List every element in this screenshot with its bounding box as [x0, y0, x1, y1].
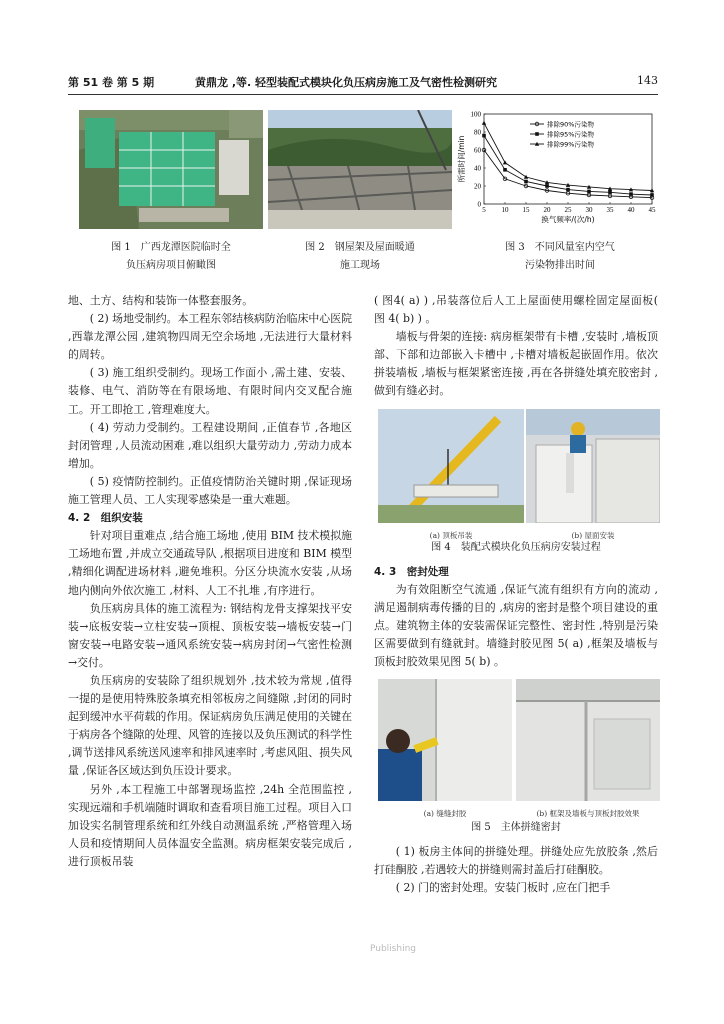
fig2-image	[268, 110, 452, 229]
series-3-point	[482, 121, 486, 125]
fig4-block	[374, 409, 658, 557]
fig5a-label: (a) 缝缝封胶	[423, 809, 467, 819]
fig2-caption-line1: 图 2 钢屋架及屋面暖通	[305, 242, 415, 253]
x-tick-label: 20	[543, 206, 551, 214]
series-2-point	[587, 190, 591, 194]
x-tick-label: 40	[627, 206, 635, 214]
fig5a-sealing-photo	[378, 679, 512, 801]
fig5-block	[374, 679, 658, 837]
fig1-caption-line1: 图 1 广西龙潭医院临时全	[111, 242, 231, 253]
publisher-watermark: Publishing	[370, 944, 416, 954]
fig2-roof-photo	[268, 110, 452, 229]
y-tick-label: 60	[474, 146, 481, 155]
right-paragraph-4: ( 2) 门的密封处理。安装门板时 ,应在门把手	[395, 881, 611, 895]
left-paragraph-2: ( 3) 施工组织受制约。现场工作面小 ,需土建、安装、装修、电气、消防等在有限场地、有限时间内交叉配合施工。开工即抢工 ,管理难度大。	[68, 366, 352, 416]
left-paragraph-1: ( 2) 场地受制约。本工程东邻结核病防治临床中心医院 ,西靠龙潭公园 ,建筑物四周无空余场地 ,无法进行大量材料的周转。	[68, 312, 352, 362]
y-tick-label: 40	[474, 164, 481, 173]
running-header	[68, 74, 658, 90]
legend-label-2: 排除95%污染物	[547, 130, 594, 139]
x-tick-label: 15	[522, 206, 530, 214]
left-paragraph-7: 负压病房的安装除了组织规划外 ,技术较为常规 ,值得一提的是使用特殊胶条填充相邻板房之间缝隙 ,封闭的同时起到缓冲水平荷载的作用。保证病房负压满足使用的关键在于病房各个缝隙的处理、风管的连接以及负压测试的科学性 ,调节送排风系统送风速率和排风速率时 ,考虑风阻、损失风量 ,保证各区域达到负压设计要求。	[68, 673, 352, 778]
legend-marker-2	[535, 132, 539, 136]
x-axis-label: 换气频率/(次/h)	[541, 215, 595, 224]
y-tick-label: 20	[474, 182, 481, 191]
article-running-title: 黄鼎龙 ,等. 轻型装配式模块化负压病房施工及气密性检测研究	[195, 76, 498, 89]
header-rule	[68, 94, 658, 95]
fig4b-label: (b) 屋面安装	[571, 530, 615, 540]
fig3-caption-line1: 图 3 不同风量室内空气	[505, 242, 615, 253]
right-paragraph-2: 为有效阻断空气流通 ,保证气流有组织有方向的流动 ,满足遏制病毒传播的目的 ,病房的密封是整个项目建设的重点。建筑物主体的安装需保证完整性、密封性 ,特别是污染区需要做到有缝就封。墙缝封胶见图 5( a) ,框架及墙板与顶板封胶效果见图 5( b) 。	[374, 582, 658, 669]
x-tick-label: 10	[501, 206, 509, 214]
right-paragraph-3: ( 1) 板房主体间的拼缝处理。拼缝处应先放胶条 ,然后打硅酮胶 ,若遇较大的拼缝则需封盖后打硅酮胶。	[374, 845, 658, 877]
right-paragraph-1: 墙板与骨架的连接: 病房框架带有卡槽 ,安装时 ,墙板顶部、下部和边部嵌入卡槽中 ,卡槽对墙板起嵌固作用。依次拼装墙板 ,墙板与框架紧密连接 ,再在各拼缝处填充胶密封 ,做到有缝必封。	[374, 330, 658, 398]
fig3-caption-line2: 污染物排出时间	[525, 260, 595, 271]
y-tick-label: 80	[474, 128, 481, 137]
series-2-point	[503, 168, 507, 172]
series-2-point	[608, 191, 612, 195]
x-tick-label: 5	[482, 206, 486, 214]
fig2-caption-line2: 施工现场	[340, 260, 380, 271]
series-3-point	[503, 160, 507, 164]
x-tick-label: 30	[585, 206, 593, 214]
fig5b-label: (b) 框架及墙板与顶板封胶效果	[536, 809, 640, 819]
left-paragraph-0: 地、土方、结构和装饰一体整套服务。	[68, 294, 254, 307]
journal-volume: 第 51 卷 第 5 期	[68, 76, 155, 89]
fig5b-sealing-effect-photo	[516, 679, 660, 801]
fig3-caption	[462, 239, 658, 275]
section-4-3-heading: 4. 3 密封处理	[374, 565, 449, 578]
fig2-caption	[268, 239, 452, 275]
left-paragraph-5: 针对项目重难点 ,结合施工场地 ,使用 BIM 技术模拟施工场地布置 ,并成立交通疏导队 ,根据项目进度和 BIM 模型 ,精细化调配进场材料 ,避免堆积。分区分块流水安装 ,从场地内侧向外依次施工 ,材料、人工不扎堆 ,有序进行。	[68, 529, 352, 597]
fig1-aerial-photo	[79, 110, 263, 229]
fig3-line-chart	[456, 106, 662, 232]
left-paragraph-8: 另外 ,本工程施工中部署现场监控 ,24h 全范围监控 ,实现远端和手机端随时调取和查看项目施工过程。项目入口加设实名制管理系统和红外线自动测温系统 ,严格管理入场人员和疫情期间人员体温安全监测。病房框架安装完成后 ,进行顶板吊装	[68, 782, 352, 868]
legend-label-1: 排除90%污染物	[547, 120, 594, 129]
fig1-caption-line2: 负压病房项目俯瞰图	[126, 260, 216, 271]
left-paragraph-4: ( 5) 疫情防控制约。正值疫情防治关键时期 ,保证现场施工管理人员、工人实现零感染是一重大难题。	[68, 474, 352, 507]
right-paragraph-0: ( 图4( a) ) ,吊装落位后人工上屋面使用螺栓固定屋面板( 图 4( b) ) 。	[374, 294, 658, 326]
series-2-point	[566, 188, 570, 192]
page-number: 143	[637, 74, 658, 87]
fig4-caption: 图 4 装配式模块化负压病房安装过程	[431, 541, 601, 553]
left-paragraph-6: 负压病房具体的施工流程为: 钢结构龙骨支撑架找平安装→底板安装→立柱安装→顶棍、顶板安装→墙板安装→门窗安装→电路安装→通风系统安装→病房封闭→气密性检测→交付。	[68, 601, 352, 669]
y-tick-label: 100	[470, 110, 481, 119]
x-tick-label: 35	[606, 206, 614, 214]
legend-label-3: 排除99%污染物	[547, 140, 594, 149]
fig1-image	[79, 110, 263, 229]
left-column	[68, 292, 352, 871]
fig4a-label: (a) 顶板吊装	[429, 530, 473, 540]
fig1-caption	[79, 239, 263, 275]
y-axis-label: 所需时间/min	[457, 135, 466, 183]
fig4b-roof-install-photo	[526, 409, 660, 523]
fig5-caption: 图 5 主体拼缝密封	[471, 822, 561, 834]
fig4a-hoisting-photo	[378, 409, 524, 523]
x-tick-label: 45	[648, 206, 656, 214]
left-paragraph-3: ( 4) 劳动力受制约。工程建设期间 ,正值春节 ,各地区封闭管理 ,人员流动困难 ,难以组织大量劳动力 ,劳动力成本增加。	[68, 420, 352, 470]
x-tick-label: 25	[564, 206, 572, 214]
y-tick-label: 0	[477, 200, 481, 209]
series-2-point	[482, 134, 486, 138]
series-2-point	[629, 192, 633, 196]
series-2-point	[650, 193, 654, 197]
right-column	[374, 292, 658, 897]
section-4-2-heading: 4. 2 组织安装	[68, 512, 143, 525]
series-2-point	[545, 184, 549, 188]
series-2-point	[524, 180, 528, 184]
